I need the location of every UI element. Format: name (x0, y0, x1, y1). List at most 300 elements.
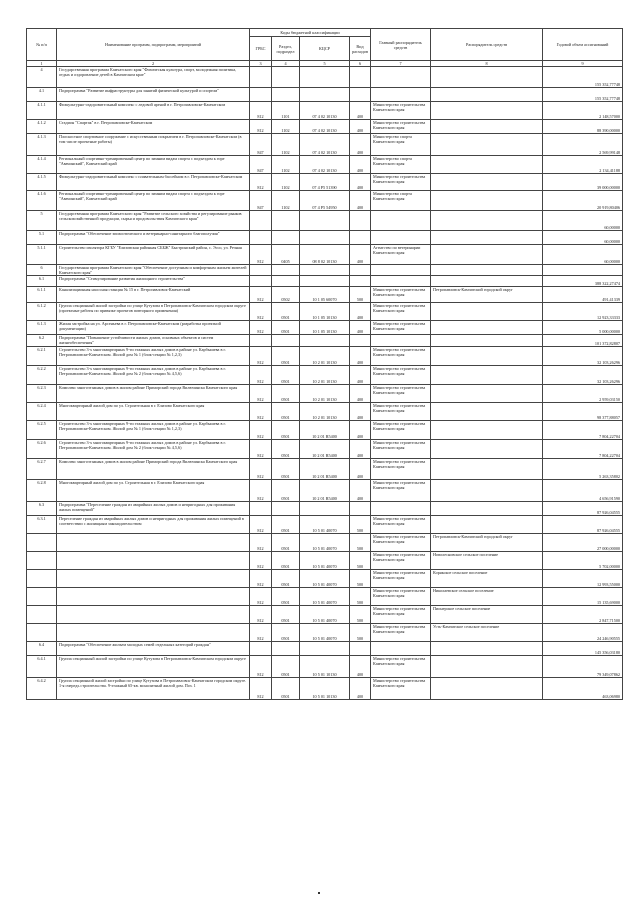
table-row (27, 403, 623, 421)
header-codes-group: Коды бюджетной классификации (250, 29, 371, 37)
row-number: 6.4.2 (27, 678, 57, 700)
row-grs: Министерство строительства Камчатского края (371, 403, 431, 421)
row-grbs (250, 642, 272, 656)
row-grbs: 812 (250, 624, 272, 642)
table-row (27, 534, 623, 552)
row-grs: Министерство строительства Камчатского края (371, 321, 431, 335)
row-kcsr: 10 5 01 10130 (300, 678, 350, 700)
row-amount: 12 923,33333 (543, 303, 623, 321)
row-razdel: 1102 (272, 174, 300, 191)
table-row (27, 642, 623, 656)
row-grs: Министерство строительства Камчатского края (371, 366, 431, 385)
table-row (27, 134, 623, 156)
table-row (27, 385, 623, 403)
row-number: 6 (27, 265, 57, 276)
row-vid (350, 265, 371, 276)
row-amount: 2 847,71500 (543, 606, 623, 624)
row-recipient: Петропавловск-Камчатский городской округ (431, 534, 543, 552)
row-grs (371, 276, 431, 287)
row-amount: 79 349,07862 (543, 656, 623, 678)
row-grs (371, 335, 431, 347)
row-amount: 5 000,00000 (543, 321, 623, 335)
row-vid: 400 (350, 321, 371, 335)
row-grs: Министерство строительства Камчатского края (371, 656, 431, 678)
row-grbs: 812 (250, 459, 272, 480)
row-recipient (431, 642, 543, 656)
row-grs: Министерство строительства Камчатского края (371, 624, 431, 642)
row-kcsr: 07 4 P5 51390 (300, 174, 350, 191)
row-name: Строительство 3-х многоквартирных 9-ти этажных жилых домов в районе ул. Карбышева в г. Петропавловске-Камчатском. Жилой дом № 2 (блок-секции № 4,5,6) (57, 440, 250, 459)
row-kcsr: 10 5 01 10130 (300, 656, 350, 678)
row-number: 4.1.6 (27, 191, 57, 211)
row-amount: 155 352,77748 (543, 67, 623, 88)
row-vid: 400 (350, 303, 371, 321)
row-name: Многоквартирный жилой дом по ул. Строительная в г. Елизово Камчатского края (57, 480, 250, 502)
row-grbs: 812 (250, 656, 272, 678)
row-grs: Министерство строительства Камчатского края (371, 421, 431, 440)
row-amount: 32 103,26296 (543, 347, 623, 366)
table-row (27, 321, 623, 335)
column-number: 2 (57, 61, 250, 67)
row-amount: 87 926,04555 (543, 502, 623, 516)
row-amount: 463,06980 (543, 678, 623, 700)
header-grbs: ГРБС (250, 37, 272, 61)
row-recipient: Николаевское сельское поселение (431, 588, 543, 606)
row-kcsr (300, 642, 350, 656)
row-grs: Министерство строительства Камчатского края (371, 480, 431, 502)
row-amount: 7 804,22704 (543, 440, 623, 459)
row-name: Региональный спортивно-тренировочный центр по зимним видам спорта с подъездом к горе "Авачинский", Камчатский край (57, 191, 250, 211)
column-number: 5 (300, 61, 350, 67)
row-grbs: 812 (250, 534, 272, 552)
row-name: Группа секционный жилой застройки по улице Кутузова в Петропавловск-Камчатском городском округе (57, 656, 250, 678)
row-grbs: 812 (250, 516, 272, 534)
table-row (27, 287, 623, 303)
row-kcsr (300, 88, 350, 102)
row-vid: 400 (350, 385, 371, 403)
row-vid: 400 (350, 174, 371, 191)
row-vid: 400 (350, 134, 371, 156)
row-name: Группа секционной жилой застройки по улице Кутузова в Петропавловск-Камчатском городском округе. 1-я очередь строительства. 9-этажный 65-кв. монолитный жилой дом. Поз. 1 (57, 678, 250, 700)
row-amount: 7 804,22704 (543, 421, 623, 440)
row-vid: 400 (350, 403, 371, 421)
row-vid (350, 211, 371, 231)
row-name (57, 570, 250, 588)
row-grbs (250, 88, 272, 102)
row-razdel (272, 67, 300, 88)
row-kcsr: 10 1 05 10130 (300, 303, 350, 321)
row-kcsr: 10 2 01 R5400 (300, 459, 350, 480)
row-number: 5.1 (27, 231, 57, 245)
row-grbs: 812 (250, 245, 272, 265)
row-grbs (250, 231, 272, 245)
row-name (57, 624, 250, 642)
row-kcsr (300, 231, 350, 245)
row-amount: 24 246,90555 (543, 624, 623, 642)
row-vid: 500 (350, 287, 371, 303)
row-razdel: 1102 (272, 191, 300, 211)
row-grs (371, 502, 431, 516)
row-amount: 32 103,26296 (543, 366, 623, 385)
row-kcsr: 07 4 02 10130 (300, 156, 350, 174)
header-amount: Годовой объем ассигнований (543, 29, 623, 61)
header-recipient: Распорядитель средств (431, 29, 543, 61)
row-razdel (272, 502, 300, 516)
row-recipient (431, 156, 543, 174)
row-recipient (431, 67, 543, 88)
row-razdel: 0501 (272, 656, 300, 678)
row-number (27, 624, 57, 642)
row-vid: 500 (350, 624, 371, 642)
row-razdel (272, 642, 300, 656)
row-kcsr: 10 5 01 40070 (300, 516, 350, 534)
page-mark (318, 892, 320, 894)
row-vid (350, 502, 371, 516)
row-recipient (431, 231, 543, 245)
row-number (27, 606, 57, 624)
row-number: 6.2 (27, 335, 57, 347)
row-amount: 155 352,77748 (543, 88, 623, 102)
table-row (27, 231, 623, 245)
table-row (27, 102, 623, 120)
row-number (27, 534, 57, 552)
row-name: Подпрограмма "Развитие инфраструктуры для занятий физической культурой и спортом" (57, 88, 250, 102)
row-name (57, 552, 250, 570)
table-row (27, 88, 623, 102)
row-number: 6.2.7 (27, 459, 57, 480)
row-vid: 400 (350, 245, 371, 265)
row-vid: 400 (350, 678, 371, 700)
row-recipient (431, 102, 543, 120)
row-vid: 500 (350, 588, 371, 606)
row-grbs: 812 (250, 174, 272, 191)
row-name: Государственная программа Камчатского края "Развитие сельского хозяйства и регулирование рынков сельскохозяйственной продукции, сырья и продовольствия Камчатского края" (57, 211, 250, 231)
row-kcsr: 07 4 02 10130 (300, 134, 350, 156)
row-number: 4 (27, 67, 57, 88)
row-recipient: Корякское сельское поселение (431, 570, 543, 588)
row-name: Подпрограмма "Стимулирование развития жилищного строительства" (57, 276, 250, 287)
row-amount: 88 390,00000 (543, 120, 623, 134)
row-recipient: Усть-Камчатское сельское поселение (431, 624, 543, 642)
table-row (27, 191, 623, 211)
row-amount: 60,00000 (543, 211, 623, 231)
row-name: Строительство изолятора КГБУ "Елизовская районная СББЖ" Быстринский район, с. Эссо, ул. Речная (57, 245, 250, 265)
row-number: 6.1.1 (27, 287, 57, 303)
row-vid: 400 (350, 156, 371, 174)
row-number: 4.1.1 (27, 102, 57, 120)
table-row (27, 480, 623, 502)
row-grbs: 812 (250, 552, 272, 570)
row-grs: Министерство строительства Камчатского края (371, 606, 431, 624)
row-amount: 2 959,03150 (543, 385, 623, 403)
row-grs (371, 88, 431, 102)
table-row (27, 606, 623, 624)
row-name: Подпрограмма "Повышение устойчивости жилых домов, основных объектов и систем жизнеобеспечения" (57, 335, 250, 347)
row-recipient (431, 120, 543, 134)
row-grs: Министерство строительства Камчатского края (371, 174, 431, 191)
row-kcsr (300, 276, 350, 287)
row-name: Подпрограмма "Обеспечение эпизоотического и ветеринарно-санитарного благополучия" (57, 231, 250, 245)
row-kcsr: 08 8 02 10130 (300, 245, 350, 265)
row-recipient: Пионерское сельское поселение (431, 606, 543, 624)
row-number: 6.2.5 (27, 421, 57, 440)
row-razdel: 0501 (272, 440, 300, 459)
row-name: Строительство 3-х многоквартирных 9-ти этажных жилых домов в районе ул. Карбышева в г. Петропавловске-Камчатском. Жилой дом № 2 (блок-секции № 4,5,6) (57, 366, 250, 385)
row-razdel: 0501 (272, 321, 300, 335)
row-name: Канализационная насосная станция № 15 в г. Петропавловск-Камчатский (57, 287, 250, 303)
row-kcsr: 10 2 01 R5400 (300, 440, 350, 459)
table-row (27, 516, 623, 534)
header-razdel: Раздел, подраздел (272, 37, 300, 61)
row-razdel: 0501 (272, 459, 300, 480)
row-recipient (431, 385, 543, 403)
table-body (27, 67, 623, 700)
row-grbs: 812 (250, 303, 272, 321)
row-grs: Министерство строительства Камчатского края (371, 516, 431, 534)
table-row (27, 245, 623, 265)
row-razdel: 0501 (272, 347, 300, 366)
row-grbs (250, 502, 272, 516)
row-recipient (431, 174, 543, 191)
row-kcsr: 10 2 01 10130 (300, 385, 350, 403)
row-name: Государственная программа Камчатского края "Обеспечение доступным и комфортным жильем жителей Камчатского края" (57, 265, 250, 276)
table-row (27, 347, 623, 366)
row-grbs: 847 (250, 191, 272, 211)
table-row (27, 421, 623, 440)
row-recipient (431, 347, 543, 366)
row-razdel (272, 211, 300, 231)
row-recipient (431, 366, 543, 385)
row-kcsr: 10 5 01 40070 (300, 606, 350, 624)
row-recipient (431, 502, 543, 516)
row-razdel: 0501 (272, 385, 300, 403)
row-recipient (431, 134, 543, 156)
row-grbs: 812 (250, 678, 272, 700)
row-grbs (250, 211, 272, 231)
row-grs: Министерство строительства Камчатского края (371, 120, 431, 134)
row-recipient (431, 191, 543, 211)
row-grbs: 812 (250, 421, 272, 440)
row-razdel (272, 335, 300, 347)
row-recipient (431, 303, 543, 321)
row-name: Плоскостное спортивное сооружение с искусственным покрытием в г. Петропавловске-Камчатском (в том числе проектные работы) (57, 134, 250, 156)
row-name (57, 588, 250, 606)
table-row (27, 570, 623, 588)
table-row (27, 303, 623, 321)
row-name: Физкультурно-оздоровительный комплекс с ледовой ареной в г. Петропавловске-Камчатском (57, 102, 250, 120)
row-number: 6.4 (27, 642, 57, 656)
row-name: Жилая застройка на ул. Арсеньева в г. Петропавловске-Камчатском (разработка проектной документации) (57, 321, 250, 335)
row-amount: 5 702,00000 (543, 552, 623, 570)
column-number: 3 (250, 61, 272, 67)
row-kcsr: 10 2 01 R5400 (300, 421, 350, 440)
row-vid: 400 (350, 191, 371, 211)
row-vid (350, 276, 371, 287)
table-row (27, 366, 623, 385)
row-vid: 400 (350, 102, 371, 120)
row-vid: 400 (350, 347, 371, 366)
row-amount (543, 265, 623, 276)
row-grbs: 812 (250, 440, 272, 459)
column-number: 4 (272, 61, 300, 67)
row-grbs: 812 (250, 321, 272, 335)
row-grbs: 812 (250, 570, 272, 588)
row-grbs (250, 265, 272, 276)
row-razdel: 0502 (272, 287, 300, 303)
row-amount: 491,41339 (543, 287, 623, 303)
row-grbs: 847 (250, 156, 272, 174)
row-grs (371, 231, 431, 245)
row-razdel: 0501 (272, 303, 300, 321)
row-vid (350, 642, 371, 656)
row-razdel: 0501 (272, 366, 300, 385)
row-vid: 500 (350, 570, 371, 588)
row-razdel: 0501 (272, 552, 300, 570)
row-grs: Агентство по ветеринарии Камчатского края (371, 245, 431, 265)
row-grs: Министерство строительства Камчатского края (371, 678, 431, 700)
row-amount: 2 134,41188 (543, 156, 623, 174)
row-grs (371, 642, 431, 656)
column-number: 8 (431, 61, 543, 67)
row-name: Физкультурно-оздоровительный комплекс с плавательным бассейном в г. Петропавловске-Камчатском (57, 174, 250, 191)
row-amount: 39 000,00000 (543, 174, 623, 191)
row-vid: 400 (350, 421, 371, 440)
header-vid: Вид расходов (350, 37, 371, 61)
row-razdel: 0405 (272, 245, 300, 265)
row-grs: Министерство строительства Камчатского края (371, 303, 431, 321)
row-kcsr: 10 5 01 40070 (300, 570, 350, 588)
row-number: 6.2.2 (27, 366, 57, 385)
row-number: 4.1 (27, 88, 57, 102)
row-name (57, 606, 250, 624)
row-grbs: 812 (250, 366, 272, 385)
row-kcsr: 10 2 01 10130 (300, 403, 350, 421)
table-row (27, 174, 623, 191)
row-grs: Министерство спорта Камчатского края (371, 191, 431, 211)
header-kcsr: КЦСР (300, 37, 350, 61)
row-recipient (431, 459, 543, 480)
row-kcsr: 10 2 01 10130 (300, 347, 350, 366)
table-row (27, 120, 623, 134)
row-kcsr: 10 5 01 40070 (300, 588, 350, 606)
row-number: 4.1.3 (27, 134, 57, 156)
row-grbs: 812 (250, 102, 272, 120)
row-vid (350, 231, 371, 245)
row-kcsr: 10 1 05 10130 (300, 321, 350, 335)
row-vid (350, 67, 371, 88)
row-number: 6.3 (27, 502, 57, 516)
table-row (27, 656, 623, 678)
row-vid: 500 (350, 552, 371, 570)
row-number (27, 552, 57, 570)
row-grs: Министерство строительства Камчатского края (371, 347, 431, 366)
row-razdel (272, 276, 300, 287)
row-grbs: 812 (250, 403, 272, 421)
row-vid: 500 (350, 516, 371, 534)
row-grs: Министерство строительства Камчатского края (371, 534, 431, 552)
row-kcsr: 10 2 01 R5400 (300, 480, 350, 502)
row-razdel (272, 231, 300, 245)
row-recipient (431, 321, 543, 335)
row-grbs: 812 (250, 120, 272, 134)
row-razdel: 0501 (272, 516, 300, 534)
row-grbs: 812 (250, 606, 272, 624)
row-number (27, 588, 57, 606)
row-number: 5.1.1 (27, 245, 57, 265)
row-razdel: 0501 (272, 678, 300, 700)
row-amount: 145 356,03180 (543, 642, 623, 656)
row-grs: Министерство спорта Камчатского края (371, 134, 431, 156)
row-razdel: 1102 (272, 156, 300, 174)
row-kcsr (300, 502, 350, 516)
row-recipient (431, 88, 543, 102)
header-no: № п/п (27, 29, 57, 61)
row-razdel: 0501 (272, 570, 300, 588)
row-recipient: Петропавловск-Камчатский городской округ (431, 287, 543, 303)
table-row (27, 588, 623, 606)
row-number: 5 (27, 211, 57, 231)
row-recipient (431, 440, 543, 459)
table-row (27, 211, 623, 231)
row-kcsr: 07 4 02 10130 (300, 102, 350, 120)
row-vid: 500 (350, 606, 371, 624)
row-razdel: 0501 (272, 480, 300, 502)
row-amount: 4 656,91590 (543, 480, 623, 502)
row-name (57, 534, 250, 552)
row-name: Региональный спортивно-тренировочный центр по зимним видам спорта с подъездом к горе "Авачинский", Камчатский край (57, 156, 250, 174)
row-vid (350, 335, 371, 347)
row-grs: Министерство спорта Камчатского края (371, 156, 431, 174)
row-kcsr: 07 4 P5 54950 (300, 191, 350, 211)
row-name: Государственная программа Камчатского края "Физическая культура, спорт, молодежная политика, отдых и оздоровление детей в Камчатском крае" (57, 67, 250, 88)
row-recipient: Новолесновское сельское поселение (431, 552, 543, 570)
row-amount: 20 919,80406 (543, 191, 623, 211)
row-amount: 12 993,55000 (543, 570, 623, 588)
row-razdel: 0501 (272, 588, 300, 606)
row-grs (371, 265, 431, 276)
row-name: Комплекс многоэтажных домов в жилом районе Приморский города Вилючинска Камчатского края (57, 459, 250, 480)
row-number: 4.1.2 (27, 120, 57, 134)
row-vid: 400 (350, 480, 371, 502)
row-recipient (431, 678, 543, 700)
row-grs: Министерство строительства Камчатского края (371, 552, 431, 570)
row-vid: 500 (350, 534, 371, 552)
row-razdel (272, 88, 300, 102)
row-recipient (431, 480, 543, 502)
row-kcsr: 07 4 02 10130 (300, 120, 350, 134)
row-name: Многоквартирный жилой дом по ул. Строительная в г. Елизово Камчатского края (57, 403, 250, 421)
row-recipient (431, 656, 543, 678)
row-amount: 60,00000 (543, 245, 623, 265)
row-number: 4.1.4 (27, 156, 57, 174)
row-grbs: 812 (250, 480, 272, 502)
row-grs: Министерство строительства Камчатского края (371, 102, 431, 120)
header-name: Наименование программ, подпрограмм, мероприятий (57, 29, 250, 61)
row-number: 6.2.1 (27, 347, 57, 366)
row-number: 6.3.1 (27, 516, 57, 534)
row-recipient (431, 211, 543, 231)
row-amount: 2 148,57000 (543, 102, 623, 120)
row-grbs: 812 (250, 347, 272, 366)
row-amount: 2 569,99148 (543, 134, 623, 156)
row-grs: Министерство строительства Камчатского края (371, 287, 431, 303)
row-number: 4.1.5 (27, 174, 57, 191)
row-amount: 87 926,04555 (543, 516, 623, 534)
row-vid: 400 (350, 366, 371, 385)
row-number: 6.2.3 (27, 385, 57, 403)
row-number: 6.2.6 (27, 440, 57, 459)
row-recipient (431, 335, 543, 347)
